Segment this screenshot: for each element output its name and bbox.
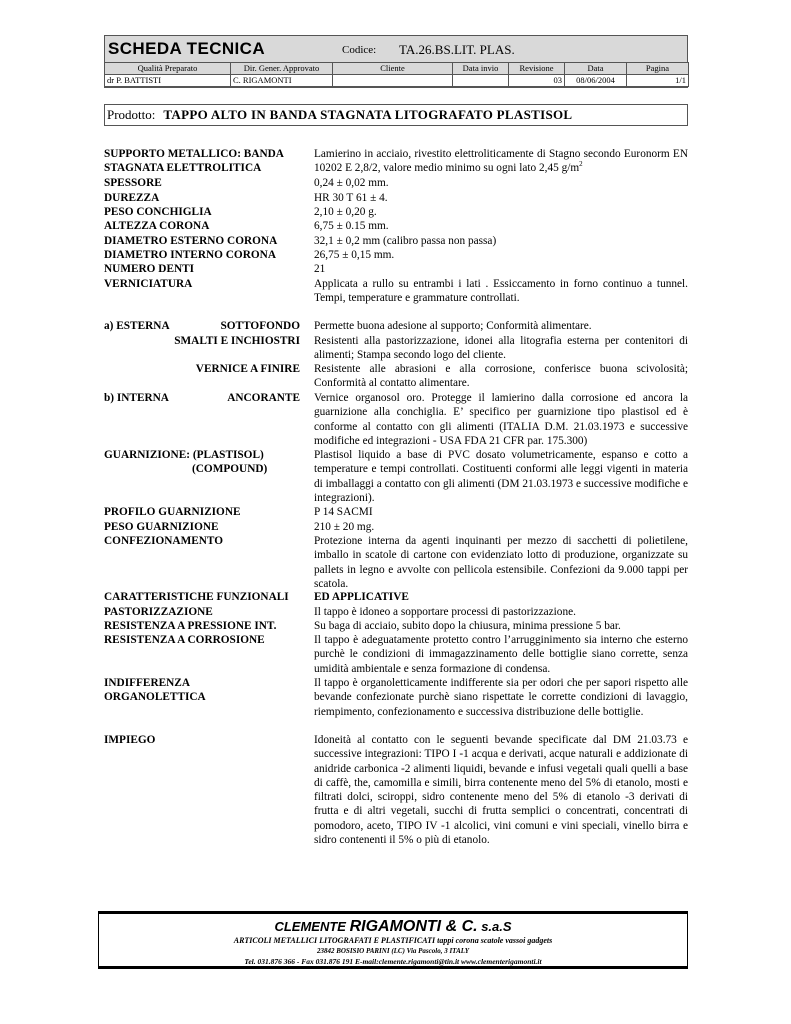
superscript: 2 xyxy=(579,160,583,169)
spec-value: 21 xyxy=(314,263,326,275)
spec-label: STAGNATA ELETTROLITICA xyxy=(104,162,262,175)
spec-value: HR 30 T 61 ± 4. xyxy=(314,191,388,204)
spec-value: 2,10 ± 0,20 g. xyxy=(314,206,377,218)
spec-label: INDIFFERENZA xyxy=(104,677,190,689)
spec-label: VERNICE A FINIRE xyxy=(195,363,300,375)
approval-value-row xyxy=(105,75,689,87)
spec-label: RESISTENZA A CORROSIONE xyxy=(104,634,265,646)
spec-label: GUARNIZIONE: (PLASTISOL) xyxy=(104,449,264,461)
spec-value: 6,75 ± 0.15 mm. xyxy=(314,220,389,232)
document-header xyxy=(104,35,688,88)
spec-label: (COMPOUND) xyxy=(192,463,268,476)
spec-label: DIAMETRO INTERNO CORONA xyxy=(104,249,276,261)
spec-label: ALTEZZA CORONA xyxy=(104,220,210,232)
approval-table xyxy=(104,62,689,87)
spec-value: Applicata a rullo su entrambi i lati . Essiccamento in forno continuo a tunnel. Tempi, temperature e grammature controllati. xyxy=(314,277,688,304)
codice-value: TA.26.BS.LIT. PLAS. xyxy=(399,42,515,57)
spec-label: IMPIEGO xyxy=(104,734,156,746)
spec-label: ORGANOLETTICA xyxy=(104,691,206,704)
cell-cliente xyxy=(333,75,453,87)
spec-label: ANCORANTE xyxy=(227,392,300,404)
company-name-part: CLEMENTE xyxy=(274,919,350,934)
col-header: Cliente xyxy=(333,63,453,75)
spec-value: ED APPLICATIVE xyxy=(314,591,409,603)
company-name-main: RIGAMONTI & C. xyxy=(349,918,478,935)
spec-label: NUMERO DENTI xyxy=(104,263,195,275)
col-header: Data xyxy=(565,63,627,75)
spec-value: Lamierino in acciaio, rivestito elettroliticamente di Stagno secondo Euronorm EN 10202 E 2,8/2, valore medio minimo su ogni lato 2,45 g/m xyxy=(314,148,688,175)
spec-value: Plastisol liquido a base di PVC dosato volumetricamente, espanso e cotto a temperature e tempi controllati. Costituenti conformi alle leggi vigenti in materia di imballaggi a contatto con gli alimenti (DM 21.03.1973 e successive modifiche e integrazioni). xyxy=(314,449,688,504)
company-name-part: s.a.S xyxy=(477,919,512,934)
spec-label: b) INTERNA xyxy=(104,392,169,404)
spec-label: DIAMETRO ESTERNO CORONA xyxy=(104,234,278,247)
spec-value: 210 ± 20 mg. xyxy=(314,520,375,533)
cell-data-invio xyxy=(453,75,509,87)
spec-value: 26,75 ± 0,15 mm. xyxy=(314,249,395,261)
spec-label: SUPPORTO METALLICO: BANDA xyxy=(104,148,284,160)
spec-label: VERNICIATURA xyxy=(104,277,193,290)
spec-label: PASTORIZZAZIONE xyxy=(104,605,213,618)
codice-label: Codice: xyxy=(342,44,377,56)
cell-preparato: dr P. BATTISTI xyxy=(105,75,231,87)
col-header: Qualità Preparato xyxy=(105,63,231,75)
company-address: 23842 BOSISIO PARINI (LC) Via Pascolo, 3 ITALY xyxy=(316,947,470,955)
spec-value: Il tappo è idoneo a sopportare processi di pastorizzazione. xyxy=(314,605,576,618)
company-contacts: Tel. 031.876 366 - Fax 031.876 191 E-mail:clemente.rigamonti@tin.it www.clementerigamonti.it xyxy=(244,957,542,966)
spec-label: a) ESTERNA xyxy=(104,320,170,332)
spec-value: Resistente alle abrasioni e alla corrosione, conferisce buona scivolosità; Conformità al contatto alimentare. xyxy=(314,363,688,390)
spec-value: Su baga di acciaio, subito dopo la chiusura, minima pressione 5 bar. xyxy=(314,620,621,632)
product-label: Prodotto: xyxy=(107,107,156,122)
company-activity: ARTICOLI METALLICI LITOGRAFATI E PLASTIFICATI tappi corona scatole vassoi gadgets xyxy=(233,936,553,945)
product-name: TAPPO ALTO IN BANDA STAGNATA LITOGRAFATO PLASTISOL xyxy=(163,107,573,122)
col-header: Revisione xyxy=(509,63,565,75)
spec-value: Permette buona adesione al supporto; Conformità alimentare. xyxy=(314,320,592,332)
cell-revisione: 03 xyxy=(509,75,565,87)
spec-value: P 14 SACMI xyxy=(314,506,373,518)
col-header: Data invio xyxy=(453,63,509,75)
document-title: SCHEDA TECNICA xyxy=(108,39,266,58)
spec-value: 0,24 ± 0,02 mm. xyxy=(314,177,389,189)
spec-label: RESISTENZA A PRESSIONE INT. xyxy=(104,620,277,632)
approval-header-row xyxy=(105,63,689,75)
spec-value: Il tappo è adeguatamente protetto contro l’arrugginimento sia interno che esterno purchè le condizioni di immagazzinamento delle bottiglie siano corrette, senza umidità ambientale e senza formazione di condensa. xyxy=(314,634,688,675)
spec-label: CONFEZIONAMENTO xyxy=(104,535,224,547)
spec-label: SMALTI E INCHIOSTRI xyxy=(174,334,300,347)
spec-label: PROFILO GUARNIZIONE xyxy=(104,506,241,518)
spec-value: Protezione interna da agenti inquinanti per mezzo di sacchetti di polietilene, imballo in scatole di cartone con evidenziato lotto di produzione, organizzate su pallets in legno e avvolte con pellicola estensibile. Confezioni da 9.000 tappi per scatola. xyxy=(314,535,688,590)
spec-value: 32,1 ± 0,2 mm (calibro passa non passa) xyxy=(314,234,497,247)
spec-label: PESO CONCHIGLIA xyxy=(104,206,212,218)
spec-value: Resistenti alla pastorizzazione, idonei alla litografia esterna per contenitori di alimenti; Stampa secondo logo del cliente. xyxy=(314,334,688,361)
spec-value: Vernice organosol oro. Protegge il lamierino dalla corrosione ed ancora la guarnizione alla conchiglia. E’ specifico per guarnizione tipo plastisol ed è conforme al contatto con gli alimenti (ITALIA D.M. 21.03.1973 e successive modifiche ed integrazioni - USA FDA 21 CFR par. 175.300) xyxy=(314,392,688,447)
col-header: Pagina xyxy=(627,63,689,75)
spec-value: Il tappo è organoletticamente indifferente sia per odori che per sapori rispetto alle bevande confezionate purchè siano rispettate le corrette condizioni di lavaggio, riempimento, confezionamento e successiva distribuzione delle bottiglie. xyxy=(314,677,688,718)
spec-label: CARATTERISTICHE FUNZIONALI xyxy=(104,591,289,603)
company-name xyxy=(99,918,687,935)
spec-value: Idoneità al contatto con le seguenti bevande specificate dal DM 21.03.73 e successive integrazioni: TIPO I -1 acqua e derivati, acque naturali e addizionate di anidride carbonica -2 alimenti liquidi, bevande e infusi vegetali quali quelli a base di caffè, the, camomilla e simili, birra contenente meno del 5% di etanolo, mosti e filtrati dolci, sciroppi, sidro contenente meno del 5% di etanolo -3 derivati di frutta e di altri vegetali, succhi di frutta semplici o concentrati, concentrati di pomodoro, aceto, TIPO IV -1 alcolici, vini comuni e vini speciali, vinello birra e sidro contenenti il 5% o più di etanolo. xyxy=(314,734,688,847)
spec-label: SPESSORE xyxy=(104,177,162,189)
cell-data: 08/06/2004 xyxy=(565,75,627,87)
cell-pagina: 1/1 xyxy=(627,75,689,87)
cell-approvato: C. RIGAMONTI xyxy=(231,75,333,87)
spec-label: DUREZZA xyxy=(104,191,160,204)
spec-label: SOTTOFONDO xyxy=(220,320,300,332)
product-box xyxy=(104,104,688,126)
company-footer xyxy=(98,911,688,969)
col-header: Dir. Gener. Approvato xyxy=(231,63,333,75)
spec-label: PESO GUARNIZIONE xyxy=(104,520,219,533)
